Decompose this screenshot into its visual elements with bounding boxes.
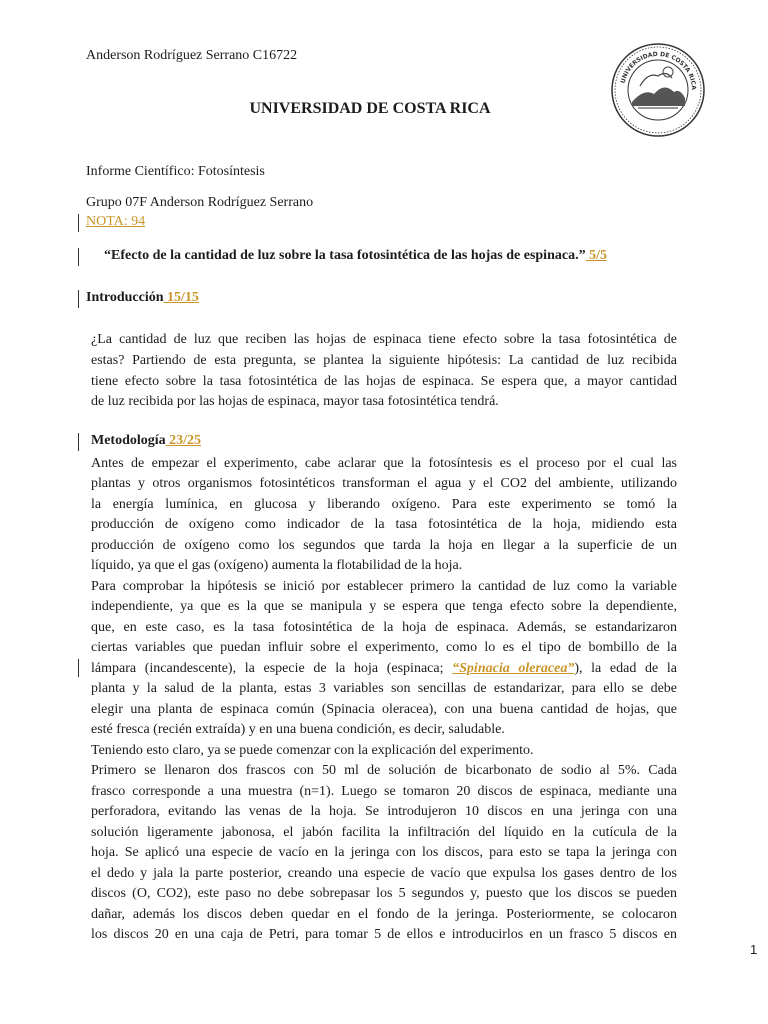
report-title <box>104 248 607 264</box>
report-type: Informe Científico: Fotosíntesis <box>86 164 265 179</box>
svg-text:UNIVERSIDAD DE COSTA RICA: UNIVERSIDAD DE COSTA RICA <box>619 50 698 91</box>
university-title: UNIVERSIDAD DE COSTA RICA <box>249 100 491 117</box>
method-score: 23/25 <box>165 433 202 448</box>
method-line: Para comprobar la hipótesis se inició por establecer primero la cantidad de luz como la variable <box>91 579 677 594</box>
method-line-pre: lámpara (incandescente), la especie de la hoja (espinaca; <box>91 661 453 676</box>
method-line: ciertas variables que puedan influir sobre el experimento, como lo es el tipo de bombillo de la <box>91 640 677 655</box>
author-line: Anderson Rodríguez Serrano C16722 <box>86 48 298 63</box>
method-line: frasco corresponde a una muestra (n=1). Luego se tomaron 20 discos de espinaca, mediante una <box>91 784 677 799</box>
method-line: hoja. Se aplicó una especie de vacío en la jeringa con los discos, para esto se tapa la jeringa con <box>91 845 677 860</box>
method-line: esté fresca (recién extraída) y en una buena condición, es decir, saludable. <box>91 722 505 737</box>
intro-heading <box>86 290 199 306</box>
method-line: plantas y otros organismos fotosintéticos transforman el agua y el CO2 del ambiente, utilizando <box>91 476 677 491</box>
method-line: producción de oxígeno como los segundos que tarda la hoja en llegar a la superficie de un <box>91 538 677 553</box>
method-line: que, en este caso, es la tasa fotosintética de la hoja de espinaca. Además, se estandarizaron <box>91 620 677 635</box>
method-line: perforadora, evitando las venas de la hoja. Se introdujeron 10 discos en una jeringa con una <box>91 804 677 819</box>
intro-heading-text: Introducción <box>86 290 164 305</box>
method-line: discos (O, CO2), este paso no debe sobrepasar los 5 segundos y, puesto que los discos se pueden <box>91 886 677 901</box>
revision-bar <box>78 433 79 451</box>
university-seal-logo <box>610 42 706 138</box>
revision-bar <box>78 659 79 677</box>
method-line: la energía lumínica, en glucosa y liberando oxígeno. Para este experimento se tomó la <box>91 497 677 512</box>
intro-line: estas? Partiendo de esta pregunta, se plantea la siguiente hipótesis: La cantidad de luz recibida <box>91 353 677 368</box>
method-line: líquido, ya que el gas (oxígeno) aumenta la flotabilidad de la hoja. <box>91 558 463 573</box>
intro-line: ¿La cantidad de luz que reciben las hojas de espinaca tiene efecto sobre la tasa fotosintética de <box>91 332 677 347</box>
grade-note: NOTA: 94 <box>86 214 146 229</box>
report-title-text: “Efecto de la cantidad de luz sobre la tasa fotosintética de las hojas de espinaca.” <box>104 248 586 263</box>
species-name: “Spinacia oleracea” <box>452 661 575 676</box>
method-line-post: ), la edad de la <box>574 661 677 676</box>
method-line: planta y la salud de la planta, estas 3 variables son sencillas de estandarizar, para ello se debe <box>91 681 677 696</box>
method-line: independiente, ya que es la que se manipula y se espera que tenga efecto sobre la dependiente, <box>91 599 677 614</box>
method-heading-text: Metodología <box>91 433 166 448</box>
method-line: Teniendo esto claro, ya se puede comenzar con la explicación del experimento. <box>91 743 534 758</box>
method-line: los discos 20 en una caja de Petri, para tomar 5 de ellos e introducirlos en un frasco 5 discos en <box>91 927 677 942</box>
method-heading <box>91 433 201 449</box>
method-line: Primero se llenaron dos frascos con 50 ml de solución de bicarbonato de sodio al 5%. Cada <box>91 763 677 778</box>
title-score: 5/5 <box>585 248 607 263</box>
method-line: el dedo y jala la parte posterior, creando una especie de vacío que expulsa los gases dentro de los <box>91 866 677 881</box>
page-number: 1 <box>750 942 758 957</box>
method-line: dañar, además los discos deben quedar en el fondo de la jeringa. Posteriormente, se colocaron <box>91 907 677 922</box>
intro-score: 15/15 <box>163 290 199 305</box>
intro-line: tiene efecto sobre la tasa fotosintética de las hojas de espinaca. Se espera que, a mayor cantidad <box>91 374 677 389</box>
method-line <box>91 659 677 680</box>
method-line: elegir una planta de espinaca común (Spinacia oleracea), con una buena cantidad de hojas, que <box>91 702 677 717</box>
revision-bar <box>78 290 79 308</box>
intro-line: de luz recibida por las hojas de espinaca, mayor tasa fotosintética tendrá. <box>91 394 499 409</box>
method-line: Antes de empezar el experimento, cabe aclarar que la fotosíntesis es el proceso por el cual las <box>91 456 677 471</box>
method-line: producción de oxígeno como indicador de la tasa fotosintética de la hoja, midiendo esta <box>91 517 677 532</box>
revision-bar <box>78 248 79 266</box>
method-line: solución ligeramente jabonosa, el jabón facilita la infiltración del líquido en la cutícula de la <box>91 825 677 840</box>
group-line: Grupo 07F Anderson Rodríguez Serrano <box>86 195 314 210</box>
revision-bar <box>78 214 79 232</box>
